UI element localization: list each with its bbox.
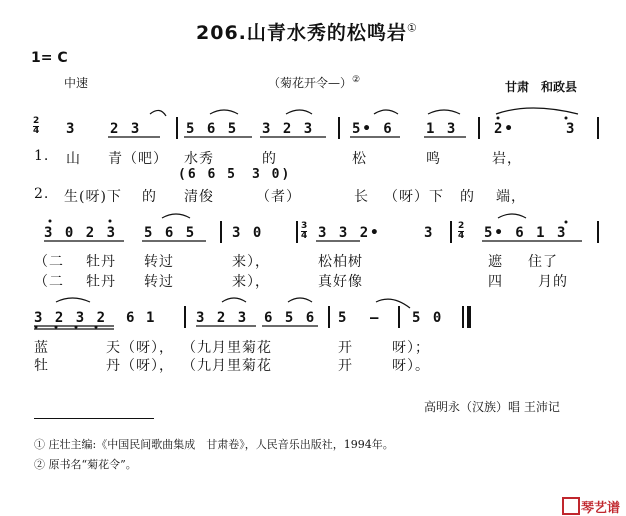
- lyric-word: 四: [488, 274, 503, 290]
- lyric-word: 的: [142, 189, 157, 205]
- time-signature: 2 4: [33, 116, 40, 136]
- performer-credit: 高明永（汉族）唱 王沛记: [424, 400, 560, 414]
- lyric-word: 岩，: [492, 151, 522, 167]
- lyric-word: 青（吧）: [108, 151, 168, 167]
- lyric-word: 月的: [538, 274, 568, 290]
- lyric-word: 转过: [144, 254, 174, 270]
- lyric-word: 的: [262, 151, 277, 167]
- note-group: 3 2 3 2: [34, 310, 108, 326]
- lyric-word: （二: [34, 274, 64, 290]
- lyric-word: （九月里菊花: [182, 358, 272, 374]
- slur: [498, 214, 526, 218]
- note-group: 3 2 3: [196, 310, 249, 326]
- slur: [376, 299, 410, 308]
- lyric-word: 蓝: [34, 340, 49, 356]
- slur: [428, 110, 460, 114]
- slur: [150, 110, 166, 116]
- note-group: 3: [566, 121, 577, 137]
- lyric-word: 的: [460, 189, 475, 205]
- lyric-word: 呀）；: [392, 340, 430, 356]
- lyric-word: 松柏树: [318, 254, 363, 270]
- note-group: 5 6 5: [186, 121, 239, 137]
- slur: [288, 298, 312, 302]
- verse-number: 1.: [34, 148, 50, 164]
- lyric-word: 生(呀)下: [64, 189, 122, 205]
- lyric-word: （九月里菊花: [182, 340, 272, 356]
- lyric-word: 松: [352, 151, 367, 167]
- footnote: ② 原书名“菊花令”。: [34, 458, 137, 471]
- lyric-word: 来），: [232, 274, 270, 290]
- lyric-word: 水秀: [184, 151, 214, 167]
- note-group: 1 3: [426, 121, 458, 137]
- note-group: 3: [424, 225, 435, 241]
- time-signature-change: 3 4: [301, 221, 308, 241]
- lyric-word: 鸣: [426, 151, 441, 167]
- note-group: 6: [126, 310, 137, 326]
- slur: [162, 214, 190, 218]
- watermark-text: 琴艺谱: [581, 501, 621, 516]
- slur: [286, 110, 312, 114]
- alternate-title: （菊花开令—）②: [268, 75, 361, 90]
- lyric-word: 清俊: [184, 189, 214, 205]
- lyric-word: 呀）。: [392, 358, 430, 374]
- lyric-word: 转过: [144, 274, 174, 290]
- slur: [374, 110, 398, 114]
- lyric-word: （二: [34, 254, 64, 270]
- slur: [496, 108, 578, 114]
- note-group: 5: [338, 310, 349, 326]
- lyric-word: 牡丹: [86, 274, 116, 290]
- lyric-word: 天（呀），: [106, 340, 174, 356]
- lyric-word: 开: [338, 340, 353, 356]
- lyric-word: （呀）下: [384, 189, 444, 205]
- lyric-word: 开: [338, 358, 353, 374]
- region-label: 甘肃 和政县: [505, 80, 578, 94]
- footnote: ① 庄壮主编:《中国民间歌曲集成 甘肃卷》，人民音乐出版社，1994年。: [34, 438, 394, 451]
- song-title: 206.山青水秀的松鸣岩①: [196, 21, 418, 44]
- note-group: 3 3 2•: [318, 225, 381, 241]
- note-group: 5• 6 1 3: [484, 225, 568, 241]
- lyric-word: 住了: [528, 254, 558, 270]
- note-group: 3 0: [232, 225, 264, 241]
- note-group: 6 5 6: [264, 310, 317, 326]
- note-group: 3: [66, 121, 77, 137]
- slur: [210, 110, 238, 114]
- note-group: 5 6 5: [144, 225, 197, 241]
- lyric-word: 真好像: [318, 274, 363, 290]
- key-signature: 1= C: [31, 50, 68, 66]
- note-group: 5• 6: [352, 121, 394, 137]
- lyric-word: 遮: [488, 254, 503, 270]
- note-group: 3 2 3: [262, 121, 315, 137]
- lyric-word: 来），: [232, 254, 270, 270]
- verse-number: 2.: [34, 186, 50, 202]
- slur: [56, 298, 90, 302]
- lyric-word: 牡: [34, 358, 49, 374]
- lyric-word: 牡丹: [86, 254, 116, 270]
- note-group: 3 0 2 3: [44, 225, 118, 241]
- slur: [222, 298, 246, 302]
- note-group: 2•: [494, 121, 515, 137]
- lyric-word: （者）: [256, 189, 301, 205]
- tempo-marking: 中速: [64, 76, 89, 90]
- note-group: 5 0: [412, 310, 444, 326]
- lyric-word: 端，: [496, 189, 526, 205]
- lyric-word: 山: [66, 151, 81, 167]
- alt-title-footnote-mark: ②: [352, 75, 361, 85]
- alternate-notes: (6 6 5 3 0): [178, 167, 292, 182]
- note-group: 1: [146, 310, 157, 326]
- title-footnote-mark: ①: [406, 21, 418, 35]
- lyric-word: 长: [354, 189, 369, 205]
- note-group: 2 3: [110, 121, 142, 137]
- time-signature-change: 2 4: [458, 221, 465, 241]
- lyric-word: 丹（呀），: [106, 358, 174, 374]
- tie-dash: —: [370, 310, 381, 326]
